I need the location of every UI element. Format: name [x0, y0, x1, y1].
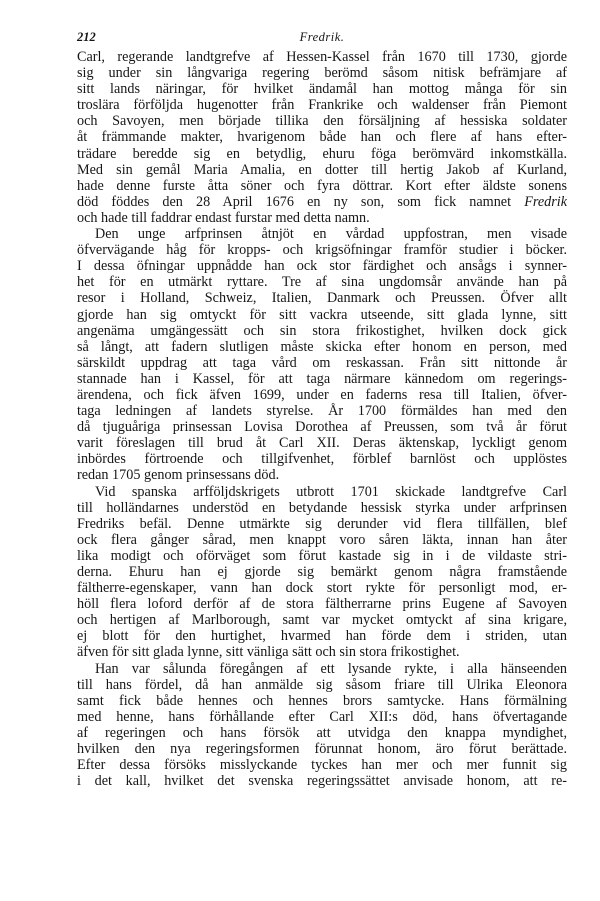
- text-line: [77, 274, 567, 290]
- text-line: [77, 113, 567, 129]
- text-line: [77, 65, 567, 81]
- text-line-content: hvilken den nya regeringsformen förunnat honom, äro förut berättade.: [77, 741, 567, 758]
- text-line: [77, 387, 567, 403]
- text-line: [77, 693, 567, 709]
- text-line: [77, 516, 567, 532]
- text-line-content: angenäma umgängessätt och sin stora frikostighet, hvilken dock gick: [77, 322, 567, 339]
- text-line: [77, 49, 567, 65]
- text-line-content: då tjuguåriga prinsessan Lovisa Dorothea af Preussen, som två år förut: [77, 419, 567, 436]
- text-line-content: Den unge arfprinsen åtnjöt en vårdad uppfostran, men visade: [95, 226, 567, 243]
- text-line-content: Carl, regerande landtgrefve af Hessen-Kassel från 1670 till 1730, gjorde: [77, 49, 567, 65]
- text-line-content: höll flera loford derför af de stora fältherrarne prins Eugene af Savoyen: [77, 596, 567, 613]
- text-line: [77, 644, 567, 660]
- body-text: [77, 49, 567, 789]
- text-line-content: till holländarnes understöd en betydande hessisk styrka under arfprinsen: [77, 499, 567, 516]
- text-line: [77, 339, 567, 355]
- text-line: [77, 355, 567, 371]
- text-line: [77, 467, 567, 483]
- text-line: [77, 371, 567, 387]
- text-line: [77, 596, 567, 612]
- text-line: [77, 548, 567, 564]
- text-line: [77, 403, 567, 419]
- text-line: [77, 612, 567, 628]
- text-line: [77, 81, 567, 97]
- text-line: [77, 146, 567, 162]
- text-line: [77, 194, 567, 210]
- text-line: [77, 725, 567, 741]
- text-line-content: Fredriks befäl. Denne utmärkte sig derunder vid flera tillfällen, blef: [77, 515, 567, 532]
- text-line-content: gjorde han sig omtyckt för sitt vackra utseende, sitt glada lynne, sitt: [77, 306, 567, 323]
- page-header: [77, 30, 567, 48]
- text-line: [77, 242, 567, 258]
- text-line-content: död föddes den 28 April 1676 en ny son, som fick namnet: [77, 193, 512, 210]
- text-line: [77, 532, 567, 548]
- text-line-content: så långt, att fadern slutligen måste skicka efter honom en person, med: [77, 338, 567, 355]
- text-line-content: ärendena, och fick äfven 1699, under en faderns resa till Italien, öfver-: [77, 386, 567, 403]
- text-line: [77, 773, 567, 789]
- text-line-content: i det kall, hvilket det svenska regeringssättet anvisade honom, att re-: [77, 773, 567, 790]
- text-line: [77, 290, 567, 306]
- text-line: [77, 564, 567, 580]
- text-line-content: inbördes förtroende och tillgifvenhet, förblef barnlöst och upplöstes: [77, 451, 567, 468]
- text-line: [77, 323, 567, 339]
- text-line: [77, 178, 567, 194]
- text-line-content: hade denne furste åtta söner och fyra döttrar. Kort efter äldste sonens: [77, 177, 567, 194]
- running-head: Fredrik.: [299, 30, 345, 44]
- text-line: [77, 628, 567, 644]
- text-line-content: och hertigen af Marlborough, samt var mycket omtyckt af sina krigare,: [77, 612, 567, 629]
- text-line-content: derna. Ehuru han ej gjorde sig bemärkt genom några framstående: [77, 564, 567, 580]
- text-line: [77, 97, 567, 113]
- text-line: [77, 500, 567, 516]
- text-line-content: redan 1705 genom prinsessans död.: [77, 467, 280, 484]
- text-line-content: trädare beredde sig en betydlig, ehuru föga berömvärd inkomstkälla.: [77, 145, 567, 162]
- text-line-content: samt fick både hennes och hennes brors samtycke. Hans förmälning: [77, 692, 567, 709]
- text-line-content: troslära förföljda hugenotter från Frankrike och waldenser från Piemont: [77, 97, 567, 114]
- text-line: [77, 709, 567, 725]
- text-line-content: lika modigt och oförväget som förut kastade sig in i de vildaste stri-: [77, 547, 567, 564]
- text-line-content: stannade han i Kassel, för att taga närmare kännedom om regerings-: [77, 370, 567, 387]
- text-line-content: med henne, hans förhållande efter Carl XII:s död, hans öfvertagande: [77, 708, 567, 725]
- text-line: [77, 580, 567, 596]
- text-line-content: öfvervägande håg för kropps- och krigsöfningar framför studier i böcker.: [77, 242, 567, 259]
- text-line: [77, 210, 567, 226]
- text-line: [77, 258, 567, 274]
- text-line-content: Han var sålunda föregången af ett lysande rykte, i alla hänseenden: [95, 660, 567, 677]
- text-line-content: fältherre-egenskaper, vann han dock stort rykte för personligt mod, er-: [77, 580, 567, 597]
- text-line-content: äfven för sitt glada lynne, sitt vänliga sätt och sin stora frikostighet.: [77, 644, 460, 661]
- text-line: [77, 451, 567, 467]
- text-line: [77, 484, 567, 500]
- page-number: 212: [77, 30, 96, 44]
- text-line: [77, 307, 567, 323]
- text-line: [77, 741, 567, 757]
- text-line: [77, 435, 567, 451]
- text-line-content: taga ledningen af landets styrelse. År 1700 förmäldes han med den: [77, 403, 567, 420]
- text-line: [77, 677, 567, 693]
- text-line-content: och hade till faddrar endast furstar med detta namn.: [77, 209, 370, 226]
- text-line-content: varit föreslagen till brud åt Carl XII. Deras äktenskap, lyckligt genom: [77, 435, 567, 452]
- text-line: [77, 129, 567, 145]
- text-line-content: I dessa öfningar uppnådde han ock stor färdighet och ansågs i synner-: [77, 258, 567, 275]
- text-line-content: till hans fördel, då han anmälde sig såsom friare till Ulrika Eleonora: [77, 676, 567, 693]
- text-line: [77, 419, 567, 435]
- text-line-content: och Savoyen, men började tillika den försäljning af hessiska soldater: [77, 113, 567, 130]
- text-line-content: ock flera gånger sårad, men knappt voro såren läkta, innan han åter: [77, 531, 567, 548]
- text-line-content: särskildt uppdrag att taga vård om reskassan. Från sitt nittonde år: [77, 354, 567, 371]
- text-line: [77, 162, 567, 178]
- book-page: [77, 30, 567, 789]
- italic-name: Fredrik: [524, 193, 567, 210]
- text-line: [77, 661, 567, 677]
- text-line-content: Vid spanska arfföljdskrigets utbrott 1701 skickade landtgrefve Carl: [95, 483, 567, 500]
- text-line-content: resor i Holland, Schweiz, Italien, Danmark och Preussen. Öfver allt: [77, 290, 567, 307]
- text-line-content: åt främmande makter, hvarigenom både han och flere af hans efter-: [77, 129, 567, 146]
- text-line: [77, 757, 567, 773]
- text-line-content: sitt lands näringar, för hvilket ändamål han mottog många för sin: [77, 81, 567, 98]
- text-line-content: Med sin gemål Maria Amalia, en dotter till hertig Jakob af Kurland,: [77, 161, 567, 178]
- text-line-content: Efter dessa försöks misslyckande tyckes han mer och mer funnit sig: [77, 757, 567, 774]
- text-line-content: sig under sin långvariga regering berömd såsom nitisk befrämjare af: [77, 65, 567, 82]
- text-line: [77, 226, 567, 242]
- text-line-content: af regeringen och hans försök att utvidga den knappa myndighet,: [77, 724, 567, 741]
- text-line-content: ej blott för den hurtighet, hvarmed han förde dem i striden, utan: [77, 628, 567, 645]
- text-line-content: het för en utmärkt ryttare. Tre af sina ungdomsår använde han på: [77, 274, 567, 291]
